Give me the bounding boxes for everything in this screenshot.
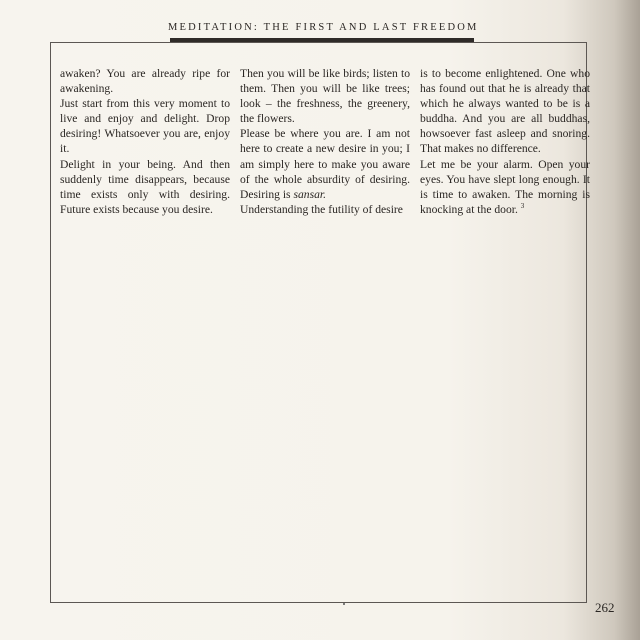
paragraph (420, 157, 590, 217)
paragraph: awaken? You are already ripe for awakening. (60, 67, 230, 96)
text-column-2 (240, 66, 410, 217)
italic-term: sansar. (293, 187, 327, 201)
text-column-3 (420, 66, 590, 217)
paragraph-text: Please be where you are. I am not here to create a new desire in you; I am simply here to make you aware of the whole absurdity of desiring. Desiring is (240, 127, 410, 201)
page-mark (343, 603, 345, 605)
paragraph (240, 126, 410, 201)
paragraph-text: Let me be your alarm. Open your eyes. You have slept long enough. It is time to awaken. The morning is knocking at the door. (420, 157, 590, 216)
paragraph: Delight in your being. And then suddenly time disappears, because time exists only with desiring. Future exists because you desire. (60, 157, 230, 216)
paragraph: Just start from this very moment to live and enjoy and delight. Drop desiring! Whatsoever you are, enjoy it. (60, 97, 230, 156)
page-number: 262 (595, 600, 615, 615)
footnote-marker: 3 (520, 201, 525, 210)
text-column-1 (60, 66, 230, 217)
paragraph: Then you will be like birds; listen to them. Then you will be like trees; look – the freshness, the greenery, the flowers. (240, 67, 410, 126)
paragraph: is to become enlightened. One who has found out that he is already that which he always wanted to be is a buddha. And you are all buddhas, howsoever fast asleep and snoring. That makes no difference. (420, 67, 590, 156)
paragraph: Understanding the futility of desire (240, 202, 403, 216)
running-header: MEDITATION: THE FIRST AND LAST FREEDOM (168, 22, 479, 33)
